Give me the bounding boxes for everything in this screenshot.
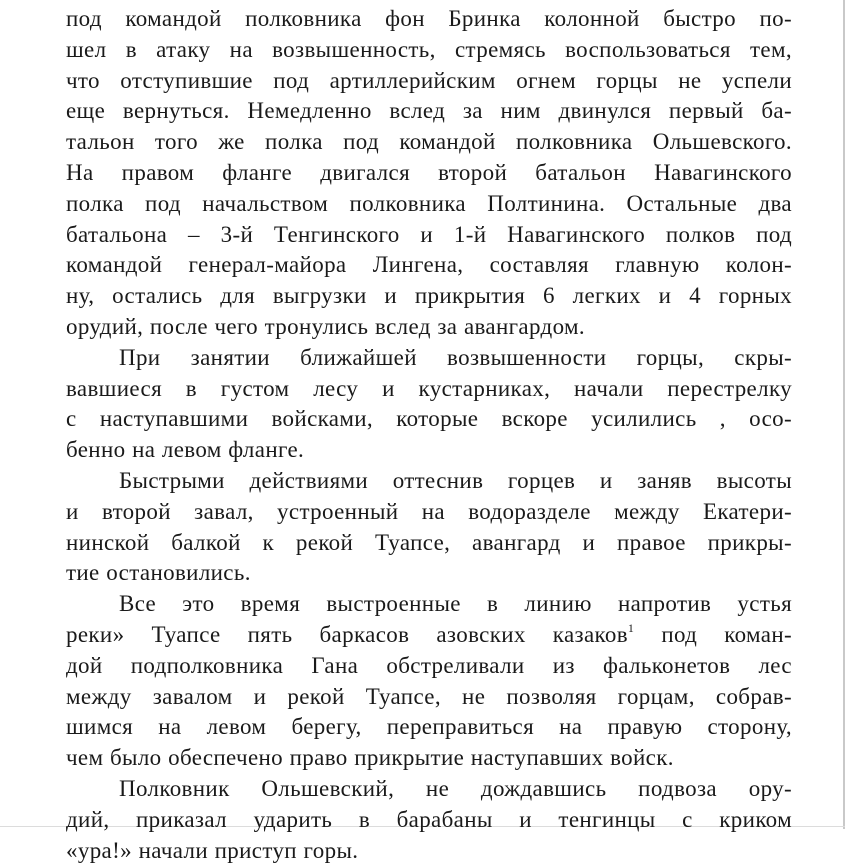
text-line: дой подполковника Гана обстреливали из фальконетов лес	[66, 652, 792, 678]
page-edge-divider	[843, 0, 845, 829]
text-line: что отступившие под артиллерийским огнем горцы не успели	[66, 67, 792, 93]
text-fragment: реки» Туапсе пять баркасов азовских казаков	[66, 621, 628, 647]
footnote-mark: 1	[627, 620, 635, 635]
text-line: ну, остались для выгрузки и прикрытия 6 легких и 4 горных	[66, 283, 792, 309]
paragraph-3	[66, 466, 792, 589]
paragraph-5	[66, 774, 792, 866]
text-line: чем было обеспечено право прикрытие наступавших войск.	[66, 745, 674, 771]
text-line: шимся на левом берегу, переправиться на правую сторону,	[66, 714, 792, 740]
text-line: орудий, после чего тронулись вслед за авангардом.	[66, 313, 585, 339]
text-line: Полковник Ольшевский, не дождавшись подвоза ору-	[119, 775, 792, 801]
text-line: нинской балкой к рекой Туапсе, авангард и правое прикры-	[66, 529, 792, 555]
text-line-with-footnote	[66, 620, 792, 651]
text-line: Быстрыми действиями оттеснив горцев и заняв высоты	[119, 467, 792, 493]
text-line: «ура!» начали приступ горы.	[66, 837, 359, 863]
text-line: тие остановились.	[66, 560, 251, 586]
text-line: тальон того же полка под командой полковника Ольшевского.	[66, 129, 792, 155]
paragraph-2	[66, 343, 792, 466]
text-line: полка под начальством полковника Полтинина. Остальные два	[66, 190, 792, 216]
text-line: вавшиеся в густом лесу и кустарниках, начали перестрелку	[66, 375, 792, 401]
text-line: шел в атаку на возвышенность, стремясь воспользоваться тем,	[66, 36, 792, 62]
paragraph-4	[66, 589, 792, 774]
text-line: между завалом и рекой Туапсе, не позволяя горцам, собрав-	[66, 683, 792, 709]
text-line: дий, приказал ударить в барабаны и тенгинцы с криком	[66, 806, 792, 832]
text-line: командой генерал-майора Лингена, составляя главную колон-	[66, 252, 792, 278]
text-line: При занятии ближайшей возвышенности горцы, скры-	[119, 344, 792, 370]
text-fragment: под коман-	[634, 621, 793, 647]
text-line: батальона – 3-й Тенгинского и 1-й Навагинского полков под	[66, 221, 792, 247]
text-line: Все это время выстроенные в линию напротив устья	[119, 591, 792, 617]
text-line: На правом фланге двигался второй батальон Навагинского	[66, 159, 792, 185]
text-line: бенно на левом фланге.	[66, 437, 305, 463]
text-line: с наступавшими войсками, которые вскоре усилились , осо-	[66, 406, 792, 432]
text-line: под командой полковника фон Бринка колонной быстро по-	[66, 6, 792, 31]
body-text	[66, 4, 792, 866]
text-line: еще вернуться. Немедленно вслед за ним двинулся первый ба-	[66, 98, 792, 124]
paragraph-1	[66, 4, 792, 343]
text-line: и второй завал, устроенный на водоразделе между Екатери-	[66, 498, 792, 524]
